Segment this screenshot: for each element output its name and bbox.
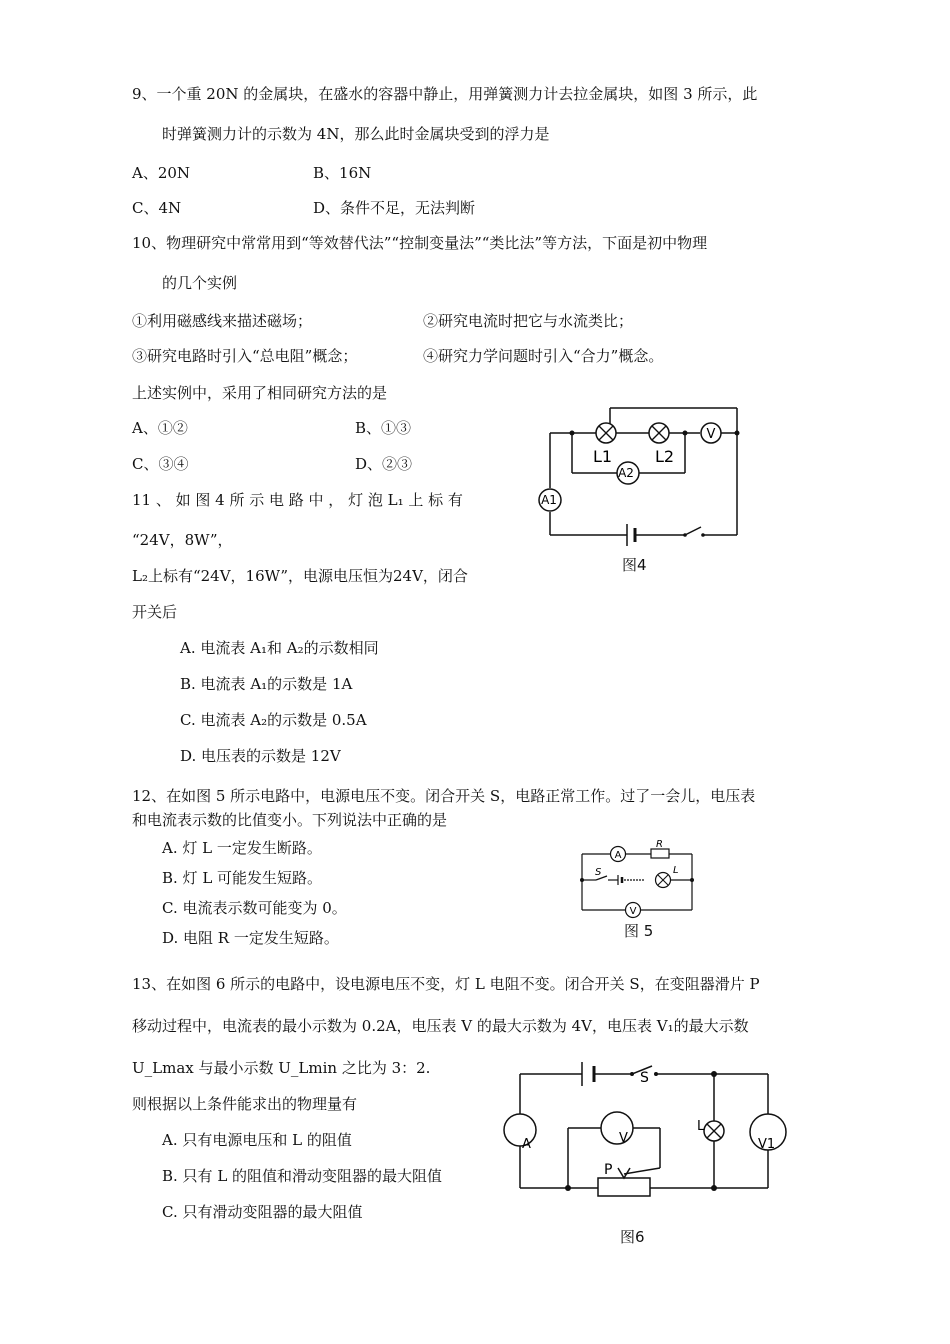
q11-stem-line1: 11 、 如 图 4 所 示 电 路 中 ， 灯 泡 L₁ 上 标 有 [132, 491, 463, 509]
q11-option-b: B. 电流表 A₁的示数是 1A [180, 675, 353, 693]
figure-6-caption: 图6 [620, 1228, 645, 1246]
figure-5-circuit [578, 838, 698, 920]
q11-stem-line4: 开关后 [132, 603, 178, 621]
q13-option-c: C. 只有滑动变阻器的最大阻值 [162, 1203, 363, 1221]
fig5-resistor-label: R [656, 839, 663, 850]
q9-option-c: C、4N [132, 199, 182, 217]
fig6-switch-label: S [640, 1070, 649, 1086]
fig4-voltmeter-label: V [706, 427, 716, 442]
fig6-ammeter-label: A [522, 1137, 531, 1152]
fig5-switch-label: S [595, 867, 602, 878]
q9-stem-line1: 9、一个重 20N 的金属块，在盛水的容器中静止，用弹簧测力计去拉金属块，如图 3 所示，此 [132, 85, 758, 103]
q9-option-d: D、条件不足，无法判断 [313, 199, 476, 217]
fig5-lamp-label: L [673, 865, 679, 876]
q12-stem-line1: 12、在如图 5 所示电路中，电源电压不变。闭合开关 S，电路正常工作。过了一会儿，电压表 [132, 787, 756, 805]
q13-option-a: A. 只有电源电压和 L 的阻值 [162, 1131, 352, 1149]
q10-option-b: B、①③ [355, 419, 412, 437]
fig6-lamp-label: L [697, 1119, 705, 1134]
q9-option-b: B、16N [313, 164, 372, 182]
fig5-lamp-symbol [656, 873, 671, 888]
q12-stem-line2: 和电流表示数的比值变小。下列说法中正确的是 [132, 811, 448, 829]
q11-option-a: A. 电流表 A₁和 A₂的示数相同 [180, 639, 379, 657]
fig6-slider-label: P [604, 1162, 613, 1178]
q13-stem-line1: 13、在如图 6 所示的电路中，设电源电压不变，灯 L 电阻不变。闭合开关 S，在变阻器滑片 P [132, 975, 760, 993]
figure-6-circuit [500, 1062, 790, 1202]
fig4-ammeter-a1-label: A1 [541, 493, 557, 507]
q13-stem-line2: 移动过程中，电流表的最小示数为 0.2A，电压表 V 的最大示数为 4V，电压表 V₁的最大示数 [132, 1017, 749, 1035]
q12-option-d: D. 电阻 R 一定发生短路。 [162, 929, 339, 947]
q10-item-3: ③研究电路时引入“总电阻”概念； [132, 347, 358, 365]
lamp-l1-symbol [596, 423, 616, 443]
q9-stem-line2: 时弹簧测力计的示数为 4N，那么此时金属块受到的浮力是 [162, 125, 550, 143]
q10-item-2: ②研究电流时把它与水流类比； [423, 312, 634, 330]
q9-option-a: A、20N [132, 164, 191, 182]
fig6-voltmeter-label: V [619, 1131, 628, 1146]
figure-4-caption: 图4 [622, 556, 647, 574]
fig4-lamp-l1-label: L1 [593, 447, 613, 466]
fig6-lamp-symbol [704, 1121, 724, 1141]
fig5-ammeter-label: A [614, 850, 622, 861]
q10-item-4: ④研究力学问题时引入“合力”概念。 [423, 347, 664, 365]
q10-item-1: ①利用磁感线来描述磁场； [132, 312, 313, 330]
q11-option-d: D. 电压表的示数是 12V [180, 747, 341, 765]
q12-option-a: A. 灯 L 一定发生断路。 [162, 839, 322, 857]
q11-stem-line3: L₂上标有“24V，16W”，电源电压恒为24V，闭合 [132, 567, 468, 585]
q10-option-a: A、①② [132, 419, 188, 437]
fig4-ammeter-a2-label: A2 [618, 466, 634, 480]
fig5-voltmeter-label: V [629, 906, 637, 917]
q10-stem-line2: 的几个实例 [162, 274, 238, 292]
q12-option-c: C. 电流表示数可能变为 0。 [162, 899, 347, 917]
q10-question: 上述实例中，采用了相同研究方法的是 [132, 384, 388, 402]
q10-option-c: C、③④ [132, 455, 189, 473]
q13-option-b: B. 只有 L 的阻值和滑动变阻器的最大阻值 [162, 1167, 443, 1185]
q11-option-c: C. 电流表 A₂的示数是 0.5A [180, 711, 367, 729]
figure-4-circuit [535, 400, 750, 580]
fig4-lamp-l2-label: L2 [655, 447, 675, 466]
q13-question: 则根据以上条件能求出的物理量有 [132, 1095, 358, 1113]
lamp-l2-symbol [649, 423, 669, 443]
q10-stem-line1: 10、物理研究中常常用到“等效替代法”“控制变量法”“类比法”等方法，下面是初中物理 [132, 234, 708, 252]
q13-stem-line3: U_Lmax 与最小示数 U_Lmin 之比为 3：2. [132, 1059, 431, 1077]
q12-option-b: B. 灯 L 可能发生短路。 [162, 869, 323, 887]
figure-5-caption: 图 5 [624, 922, 654, 940]
q10-option-d: D、②③ [355, 455, 413, 473]
q11-stem-line2: “24V，8W”， [132, 531, 233, 549]
fig6-voltmeter1-label: V1 [758, 1137, 776, 1152]
